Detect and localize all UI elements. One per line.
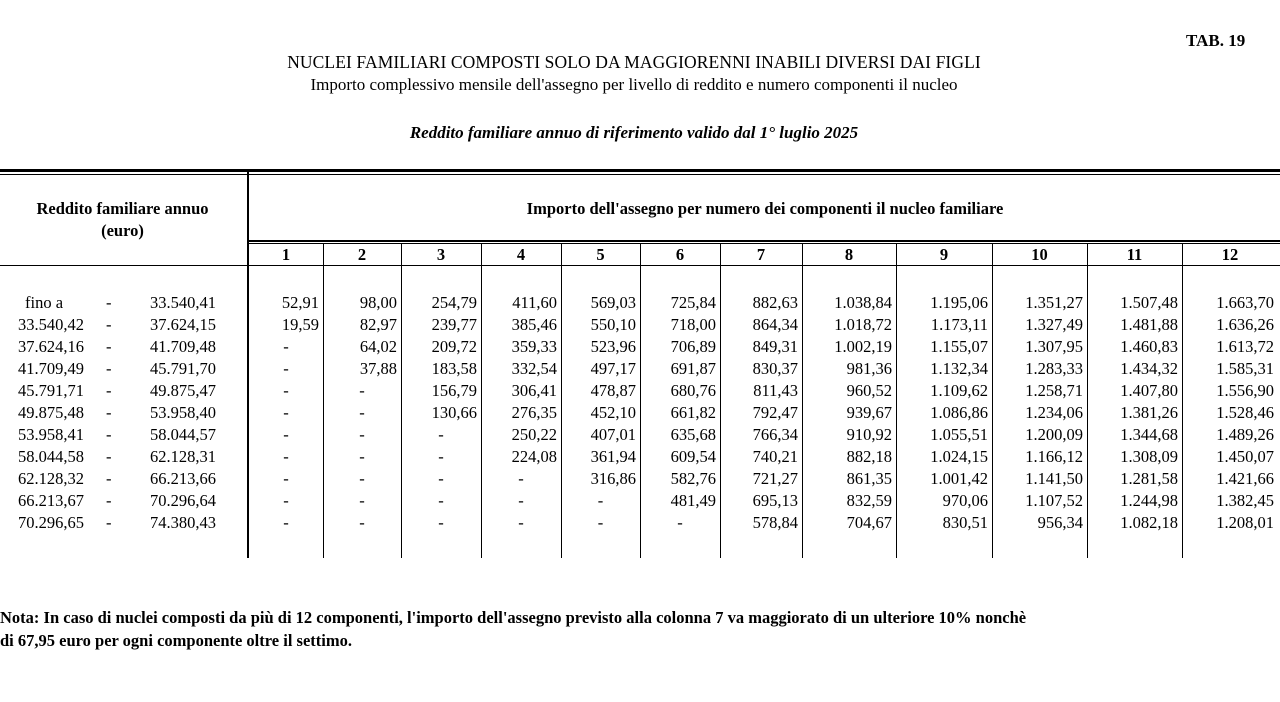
amount-cell: 635,68: [670, 425, 716, 444]
amount-cell: 385,46: [511, 315, 557, 334]
amount-cell: -: [359, 513, 365, 532]
amount-cell: 830,51: [942, 513, 988, 532]
column-number-3: 3: [436, 245, 446, 264]
amount-cell: -: [283, 447, 289, 466]
amount-cell: 361,94: [590, 447, 636, 466]
amount-cell: 578,84: [752, 513, 798, 532]
income-to: 45.791,70: [150, 359, 216, 378]
column-number-6: 6: [675, 245, 685, 264]
amount-cell: 1.155,07: [930, 337, 988, 356]
amount-cell: 1.489,26: [1216, 425, 1274, 444]
column-number-2: 2: [357, 245, 367, 264]
amount-cell: -: [518, 513, 524, 532]
amount-cell: 1.507,48: [1120, 293, 1178, 312]
amount-cell: 1.002,19: [834, 337, 892, 356]
income-separator: -: [106, 513, 112, 532]
table-row: [0, 359, 1280, 381]
amount-cell: 1.381,26: [1120, 403, 1178, 422]
amount-cell: 156,79: [431, 381, 477, 400]
income-to: 74.380,43: [150, 513, 216, 532]
column-number-4: 4: [516, 245, 526, 264]
amount-cell: 254,79: [431, 293, 477, 312]
amount-cell: 1.024,15: [930, 447, 988, 466]
income-to: 49.875,47: [150, 381, 216, 400]
income-header-line2: (euro): [101, 221, 144, 240]
amount-cell: 316,86: [590, 469, 636, 488]
amount-cell: -: [597, 491, 604, 510]
income-from: 45.791,71: [18, 381, 84, 400]
income-from: 58.044,58: [18, 447, 84, 466]
amount-cell: 1.018,72: [834, 315, 892, 334]
amount-cell: -: [283, 425, 289, 444]
amount-cell: 1.351,27: [1025, 293, 1083, 312]
amount-cell: 721,27: [752, 469, 798, 488]
amount-cell: 1.173,11: [930, 315, 988, 334]
amount-cell: 359,33: [511, 337, 557, 356]
column-number-8: 8: [844, 245, 854, 264]
amount-cell: 1.613,72: [1216, 337, 1274, 356]
income-from: 62.128,32: [18, 469, 84, 488]
amount-cell: -: [283, 513, 289, 532]
income-to: 33.540,41: [150, 293, 216, 312]
amount-cell: -: [518, 469, 524, 488]
amount-cell: 849,31: [752, 337, 798, 356]
amount-cell: 1.086,86: [930, 403, 988, 422]
amount-cell: -: [359, 381, 365, 400]
amount-cell: 52,91: [281, 293, 319, 312]
amount-cell: 1.585,31: [1216, 359, 1274, 378]
amount-cell: -: [677, 513, 683, 532]
amount-cell: 250,22: [511, 425, 557, 444]
amount-cell: 864,34: [752, 315, 798, 334]
amount-cell: 691,87: [670, 359, 716, 378]
amount-cell: -: [283, 337, 289, 356]
amount-cell: 1.556,90: [1216, 381, 1274, 400]
amount-cell: 1.636,26: [1216, 315, 1274, 334]
amount-cell: 1.434,32: [1120, 359, 1178, 378]
amount-cell: 497,17: [590, 359, 636, 378]
table-number: TAB. 19: [1186, 31, 1246, 50]
amount-cell: 306,41: [511, 381, 557, 400]
amount-cell: 1.141,50: [1025, 469, 1083, 488]
amount-cell: 1.107,52: [1025, 491, 1083, 510]
income-from: 41.709,49: [18, 359, 84, 378]
amount-cell: 19,59: [281, 315, 319, 334]
amount-cell: 706,89: [670, 337, 716, 356]
table-row: [0, 469, 1280, 491]
subheader-rule-thin: [249, 243, 1280, 244]
amount-cell: 582,76: [670, 469, 716, 488]
amount-cell: 332,54: [511, 359, 557, 378]
income-separator: -: [106, 359, 112, 378]
amount-cell: 523,96: [590, 337, 636, 356]
amount-cell: -: [359, 491, 365, 510]
page-subtitle: Importo complessivo mensile dell'assegno per livello di reddito e numero componenti il nucleo: [310, 75, 958, 94]
amount-cell: 695,13: [752, 491, 798, 510]
amount-cell: 82,97: [359, 315, 397, 334]
amount-cell: 1.528,46: [1216, 403, 1274, 422]
amount-cell: 98,00: [359, 293, 397, 312]
table-row: [0, 425, 1280, 447]
amount-cell: 1.307,95: [1025, 337, 1083, 356]
amount-cell: 1.244,98: [1120, 491, 1178, 510]
amount-cell: 661,82: [670, 403, 716, 422]
amount-cell: 1.407,80: [1120, 381, 1178, 400]
amount-cell: 239,77: [431, 315, 477, 334]
table-top-rule-thin: [0, 174, 1280, 175]
income-separator: -: [106, 337, 112, 356]
amount-cell: -: [283, 403, 289, 422]
amount-cell: -: [359, 403, 365, 422]
income-column-header: [0, 198, 245, 242]
amount-cell: 1.166,12: [1025, 447, 1083, 466]
amount-cell: 960,52: [846, 381, 892, 400]
amount-cell: 276,35: [511, 403, 557, 422]
amount-cell: 1.234,06: [1025, 403, 1083, 422]
amount-cell: 1.195,06: [930, 293, 988, 312]
amount-cell: 1.663,70: [1216, 293, 1274, 312]
amount-cell: -: [283, 359, 289, 378]
amount-cell: 830,37: [752, 359, 798, 378]
amount-cell: 1.308,09: [1120, 447, 1178, 466]
amount-cell: -: [359, 425, 365, 444]
income-from: 37.624,16: [18, 337, 84, 356]
income-separator: -: [106, 381, 112, 400]
amount-cell: 939,67: [846, 403, 892, 422]
table-row: [0, 447, 1280, 469]
amount-cell: 1.283,33: [1025, 359, 1083, 378]
income-to: 70.296,64: [150, 491, 216, 510]
amount-cell: 861,35: [846, 469, 892, 488]
amount-cell: 1.481,88: [1120, 315, 1178, 334]
amount-cell: -: [518, 491, 524, 510]
amount-cell: -: [438, 513, 444, 532]
table-top-rule-thick: [0, 169, 1280, 172]
amount-cell: 725,84: [670, 293, 716, 312]
table-row: [0, 381, 1280, 403]
table-row: [0, 337, 1280, 359]
table-row: [0, 403, 1280, 425]
amount-cell: 740,21: [752, 447, 798, 466]
amount-cell: -: [359, 469, 365, 488]
amount-cell: 956,34: [1037, 513, 1083, 532]
amount-cell: 452,10: [590, 403, 636, 422]
amount-cell: 1.344,68: [1120, 425, 1178, 444]
footnote: [0, 606, 1250, 652]
amount-cell: 1.327,49: [1025, 315, 1083, 334]
income-separator: -: [106, 403, 112, 422]
amount-cell: -: [438, 447, 444, 466]
amount-cell: 882,63: [752, 293, 798, 312]
column-number-12: 12: [1221, 245, 1239, 264]
income-separator: -: [106, 425, 112, 444]
amount-cell: 1.001,42: [930, 469, 988, 488]
amount-cell: 1.082,18: [1120, 513, 1178, 532]
income-to: 66.213,66: [150, 469, 216, 488]
amount-cell: 209,72: [431, 337, 477, 356]
amount-cell: 1.038,84: [834, 293, 892, 312]
amount-cell: 1.055,51: [930, 425, 988, 444]
amount-columns-header: Importo dell'assegno per numero dei componenti il nucleo familiare: [526, 199, 1004, 218]
income-to: 41.709,48: [150, 337, 216, 356]
table-row: [0, 315, 1280, 337]
income-from: 70.296,65: [18, 513, 84, 532]
amount-cell: 481,49: [670, 491, 716, 510]
amount-cell: 550,10: [590, 315, 636, 334]
income-to: 37.624,15: [150, 315, 216, 334]
amount-cell: 882,18: [846, 447, 892, 466]
footnote-line1: Nota: In caso di nuclei composti da più di 12 componenti, l'importo dell'assegno previsto alla colonna 7 va maggiorato di un ulteriore 10% nonchè: [0, 608, 1027, 627]
amount-cell: 1.460,83: [1120, 337, 1178, 356]
amount-cell: -: [283, 469, 289, 488]
amount-cell: 970,06: [942, 491, 988, 510]
table-row: [0, 491, 1280, 513]
column-number-11: 11: [1126, 245, 1143, 264]
amount-cell: -: [359, 447, 365, 466]
amount-cell: 981,36: [846, 359, 892, 378]
amount-cell: -: [438, 425, 444, 444]
amount-cell: 1.200,09: [1025, 425, 1083, 444]
income-header-line1: Reddito familiare annuo: [36, 199, 209, 218]
amount-cell: 718,00: [670, 315, 716, 334]
amount-cell: 1.258,71: [1025, 381, 1083, 400]
footnote-line2: di 67,95 euro per ogni componente oltre il settimo.: [0, 631, 352, 650]
amount-cell: 792,47: [752, 403, 798, 422]
table-row: [0, 293, 1280, 315]
income-to: 62.128,31: [150, 447, 216, 466]
amount-cell: -: [283, 381, 289, 400]
amount-cell: -: [597, 513, 604, 532]
amount-cell: 37,88: [359, 359, 397, 378]
amount-cell: 1.109,62: [930, 381, 988, 400]
amount-cell: 569,03: [590, 293, 636, 312]
income-separator: -: [106, 447, 112, 466]
amount-cell: 130,66: [431, 403, 477, 422]
amount-cell: 407,01: [590, 425, 636, 444]
page-title: NUCLEI FAMILIARI COMPOSTI SOLO DA MAGGIORENNI INABILI DIVERSI DAI FIGLI: [287, 52, 981, 72]
amount-cell: 766,34: [752, 425, 798, 444]
column-number-9: 9: [939, 245, 949, 264]
amount-cell: 411,60: [512, 293, 557, 312]
income-separator: -: [106, 469, 112, 488]
amount-cell: 1.281,58: [1120, 469, 1178, 488]
amount-cell: -: [438, 469, 444, 488]
income-to: 53.958,40: [150, 403, 216, 422]
amount-cell: 609,54: [670, 447, 716, 466]
amount-cell: 1.132,34: [930, 359, 988, 378]
column-number-1: 1: [281, 245, 291, 264]
income-from: fino a: [25, 293, 64, 312]
amount-cell: 1.450,07: [1216, 447, 1274, 466]
amount-cell: 704,67: [846, 513, 892, 532]
amount-cell: 1.421,66: [1216, 469, 1274, 488]
table-row: [0, 513, 1280, 535]
income-separator: -: [106, 491, 112, 510]
amount-cell: 183,58: [431, 359, 477, 378]
amount-cell: 910,92: [846, 425, 892, 444]
column-number-5: 5: [596, 245, 605, 264]
income-from: 66.213,67: [18, 491, 84, 510]
income-to: 58.044,57: [150, 425, 216, 444]
amount-cell: 1.208,01: [1216, 513, 1274, 532]
amount-cell: 811,43: [753, 381, 798, 400]
amount-cell: 224,08: [511, 447, 557, 466]
reference-period: Reddito familiare annuo di riferimento valido dal 1° luglio 2025: [409, 123, 859, 142]
income-from: 53.958,41: [18, 425, 84, 444]
income-from: 49.875,48: [18, 403, 84, 422]
income-separator: -: [106, 315, 112, 334]
amount-cell: 1.382,45: [1216, 491, 1274, 510]
amount-cell: 680,76: [670, 381, 716, 400]
column-number-10: 10: [1031, 245, 1048, 264]
subheader-rule-thick: [249, 240, 1280, 242]
column-number-7: 7: [756, 245, 766, 264]
income-from: 33.540,42: [18, 315, 84, 334]
amount-cell: -: [438, 491, 444, 510]
amount-cell: -: [283, 491, 289, 510]
amount-cell: 478,87: [590, 381, 636, 400]
amount-cell: 64,02: [359, 337, 397, 356]
income-separator: -: [106, 293, 112, 312]
amount-cell: 832,59: [846, 491, 892, 510]
